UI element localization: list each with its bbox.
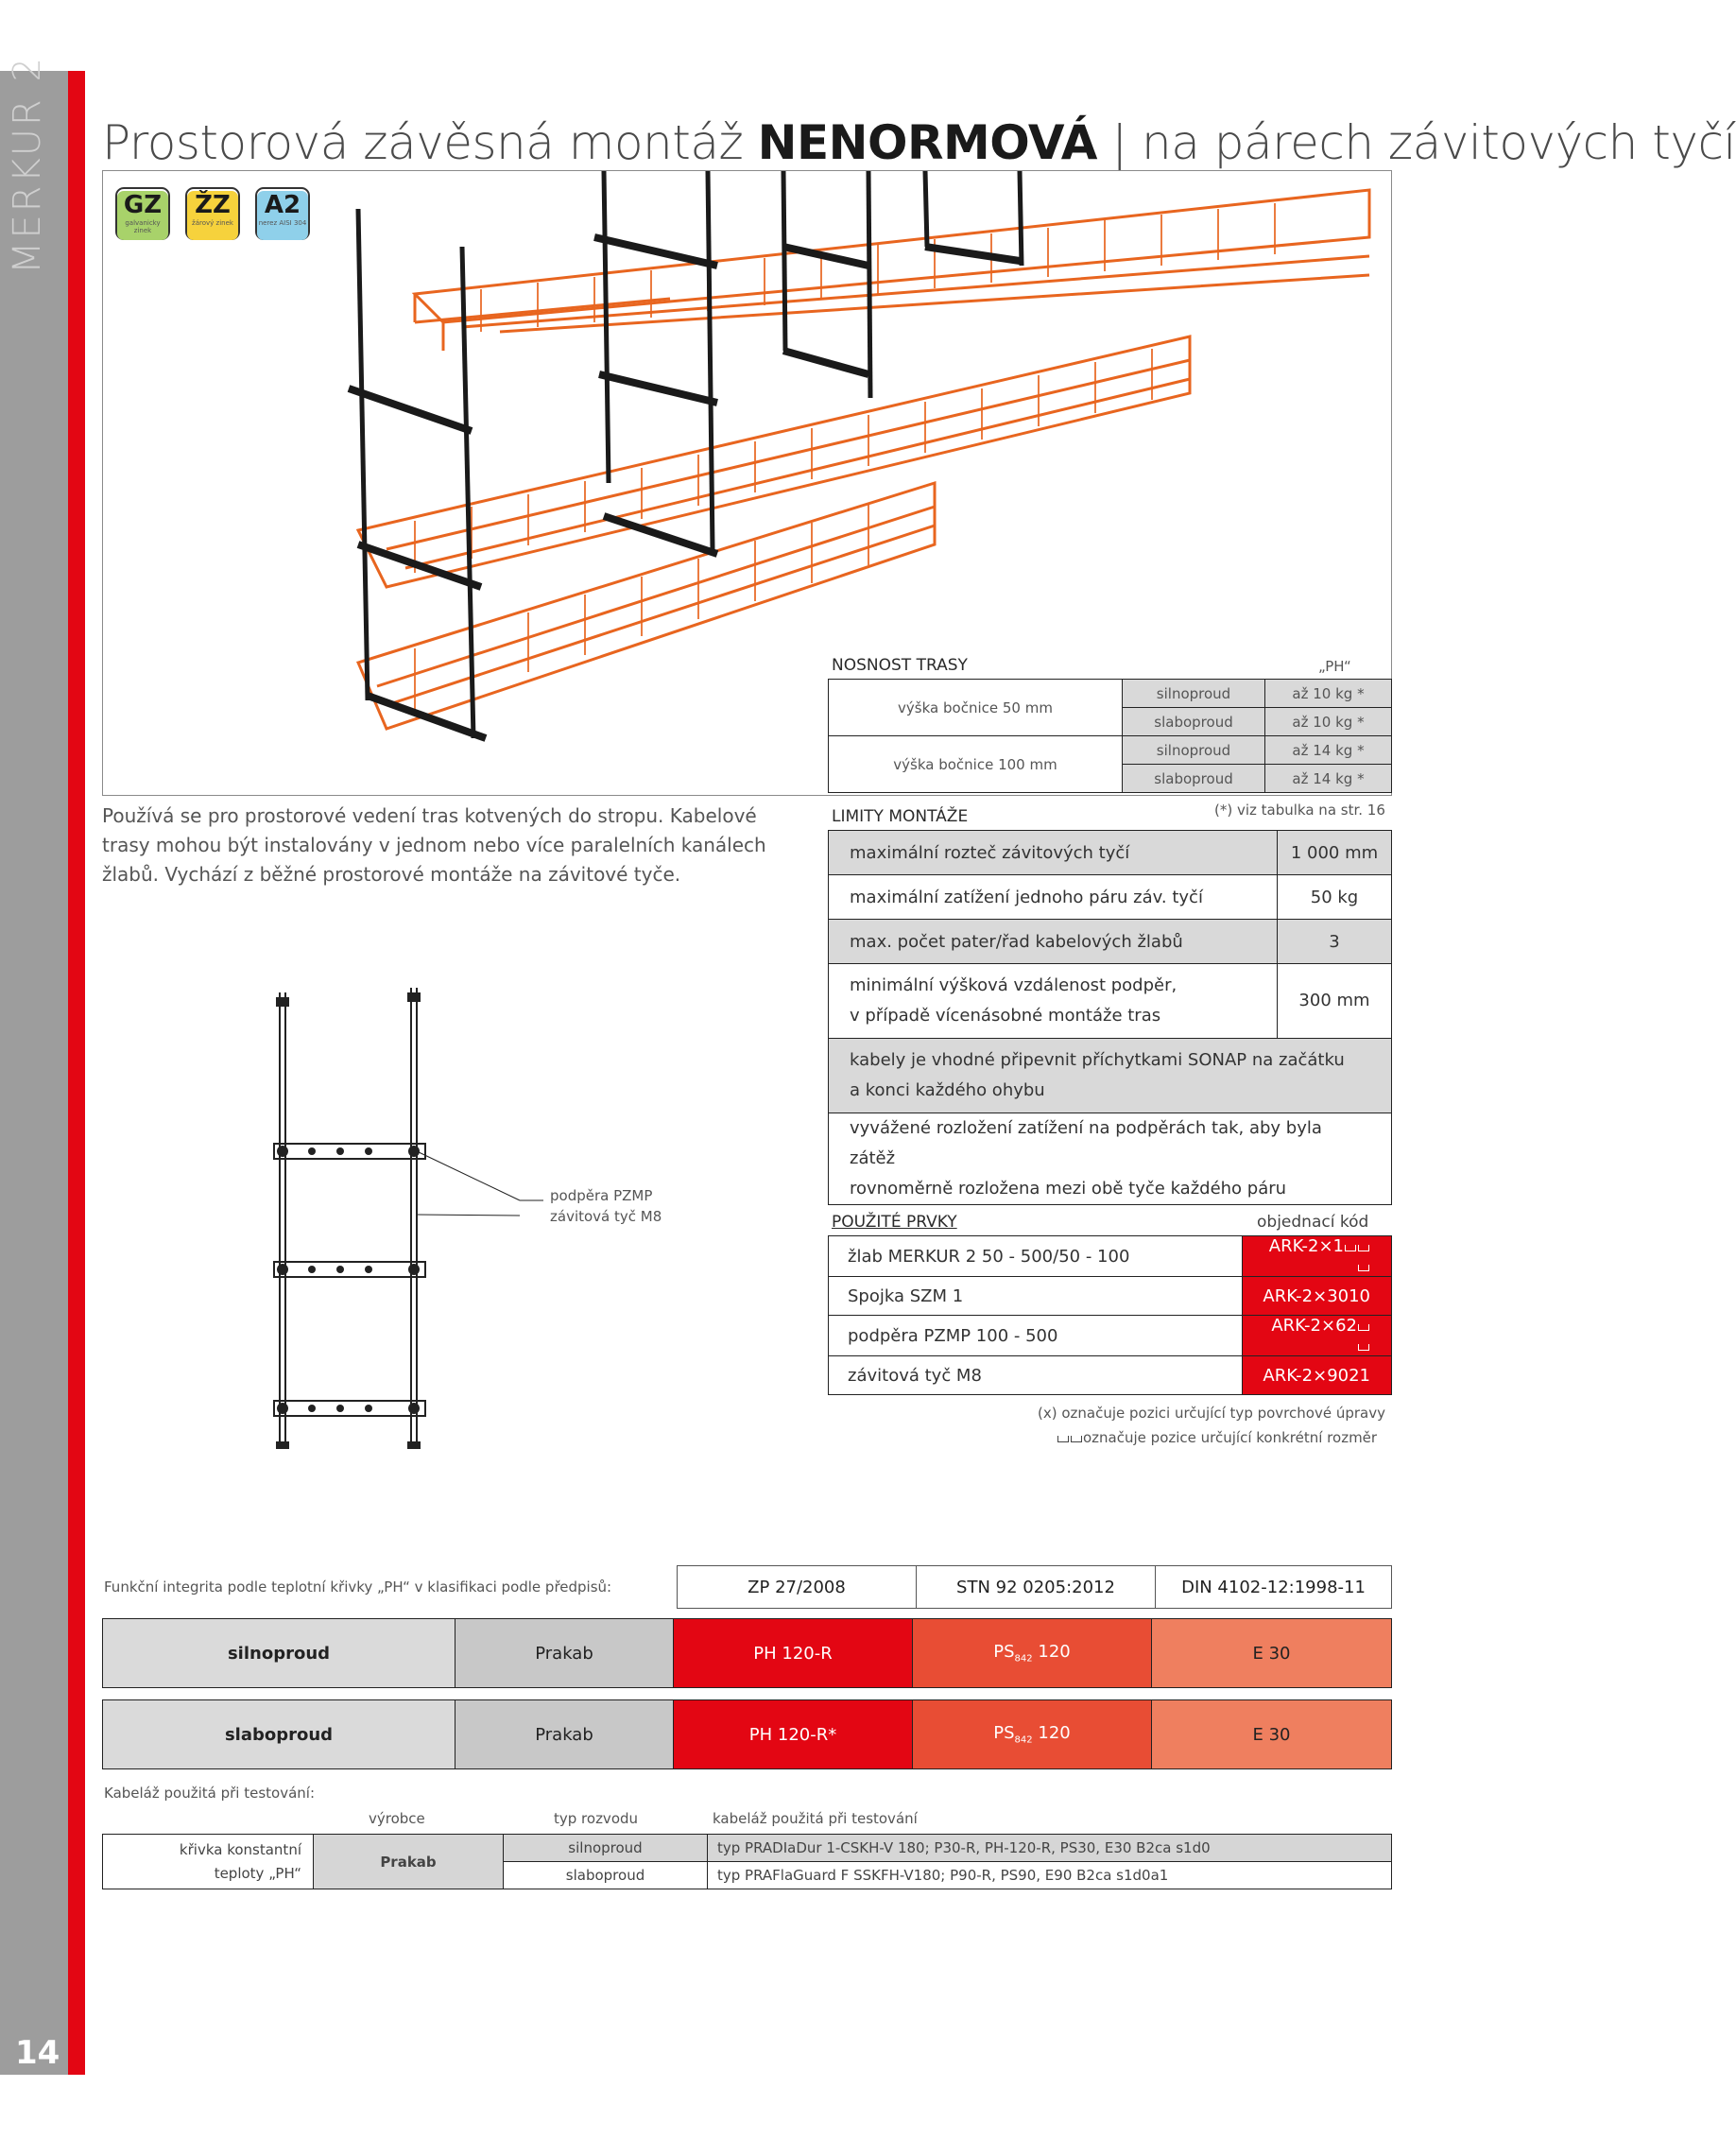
nosnost-value: až 10 kg * — [1265, 708, 1392, 736]
funkcni-zp: PH 120-R — [674, 1619, 913, 1688]
prvky-code-heading: objednací kód — [1257, 1213, 1369, 1232]
limity-label: maximální rozteč závitových tyčí — [829, 831, 1278, 875]
table-row — [829, 875, 1392, 920]
table-row — [829, 1316, 1392, 1356]
prvky-code: ARK-2×1 — [1243, 1236, 1392, 1277]
diagram-label-rod: závitová tyč M8 — [550, 1208, 662, 1225]
kabelaz-cable: typ PRADIaDur 1-CSKH-V 180; P30-R, PH-120-R, PS30, E30 B2ca s1d0 — [708, 1835, 1392, 1862]
nosnost-value: až 14 kg * — [1265, 736, 1392, 765]
funkcni-intro: Funkční integrita podle teplotní křivky „PH“ v klasifikaci podle předpisů: — [104, 1578, 612, 1596]
nosnost-heading: NOSNOST TRASY — [832, 656, 968, 675]
nosnost-footnote: (*) viz tabulka na str. 16 — [1214, 802, 1385, 819]
limity-label: max. počet pater/řad kabelových žlabů — [829, 920, 1278, 964]
kabelaz-heading: Kabeláž použitá při testování: — [104, 1785, 316, 1802]
funkcni-header — [677, 1565, 1392, 1609]
kabelaz-col-kabelaz: kabeláž použitá při testování — [713, 1810, 918, 1827]
badge-a2-code: A2 — [264, 191, 301, 219]
funkcni-head-zp: ZP 27/2008 — [678, 1566, 917, 1609]
badge-zz-bg — [187, 191, 238, 240]
kabelaz-table — [102, 1834, 1392, 1889]
nosnost-height-50: výška bočnice 50 mm — [829, 680, 1123, 736]
limity-table — [828, 830, 1392, 1205]
table-row — [829, 1039, 1392, 1113]
funkcni-cable: Prakab — [455, 1700, 674, 1769]
intro-text: Používá se pro prostorové vedení tras kotvených do stropu. Kabelové trasy mohou být instalovány v jednom nebo více paralelních kanálech žlabů. Vychází z běžné prostorové montáže na závitové tyče. — [102, 804, 766, 886]
badge-gz-sub: galvanicky zinek — [125, 219, 161, 234]
nosnost-height-100: výška bočnice 100 mm — [829, 736, 1123, 793]
prvky-code: ARK-2×9021 — [1243, 1356, 1392, 1395]
funkcni-head-stn: STN 92 0205:2012 — [917, 1566, 1156, 1609]
funkcni-stn: $PS_{842}$ 120 — [913, 1700, 1152, 1769]
funkcni-row-slaboproud — [102, 1699, 1392, 1769]
table-row — [678, 1566, 1392, 1609]
table-row — [829, 1236, 1392, 1277]
prvky-note-surface: (x) označuje pozici určující typ povrchové úpravy — [1038, 1405, 1385, 1422]
limity-label: maximální zatížení jednoho páru záv. tyčí — [829, 875, 1278, 920]
badge-zz-sub: žárový zinek — [192, 219, 233, 227]
prvky-name: Spojka SZM 1 — [829, 1277, 1243, 1316]
funkcni-cable: Prakab — [455, 1619, 674, 1688]
kabelaz-type: slaboproud — [504, 1862, 708, 1889]
table-row — [829, 920, 1392, 964]
limity-value: 1 000 mm — [1278, 831, 1392, 875]
prvky-code: ARK-2×3010 — [1243, 1277, 1392, 1316]
badge-a2-bg — [257, 191, 308, 240]
table-row — [829, 680, 1392, 708]
badge-gz — [115, 187, 170, 240]
prvky-name: závitová tyč M8 — [829, 1356, 1243, 1395]
page-number: 14 — [15, 2034, 60, 2072]
badge-zz — [185, 187, 240, 240]
kabelaz-curve: křivka konstantní teploty „PH“ — [103, 1835, 314, 1889]
badge-gz-code: GZ — [123, 191, 163, 219]
funkcni-row-silnoproud — [102, 1618, 1392, 1688]
prvky-name: žlab MERKUR 2 50 - 500/50 - 100 — [829, 1236, 1243, 1277]
nosnost-type: slaboproud — [1123, 765, 1265, 793]
badge-a2 — [255, 187, 310, 240]
funkcni-label: silnoproud — [103, 1619, 455, 1688]
nosnost-type: silnoproud — [1123, 680, 1265, 708]
table-row — [829, 1277, 1392, 1316]
nosnost-value: až 14 kg * — [1265, 765, 1392, 793]
funkcni-label: slaboproud — [103, 1700, 455, 1769]
funkcni-zp: PH 120-R* — [674, 1700, 913, 1769]
prvky-note-dimension: označuje pozice určující konkrétní rozměr — [1057, 1429, 1377, 1446]
badge-gz-bg — [117, 191, 168, 240]
funkcni-stn: $PS_{842}$ 120 — [913, 1619, 1152, 1688]
series-label: MERKUR 2 — [6, 55, 49, 274]
nosnost-ph: „PH“ — [1318, 658, 1351, 675]
funkcni-din: E 30 — [1152, 1700, 1392, 1769]
kabelaz-manufacturer: Prakab — [314, 1835, 504, 1889]
prvky-name: podpěra PZMP 100 - 500 — [829, 1316, 1243, 1356]
table-row — [829, 964, 1392, 1039]
badge-zz-code: ŽZ — [195, 191, 231, 219]
table-row — [829, 1113, 1392, 1205]
table-row — [103, 1835, 1392, 1862]
limity-value: 300 mm — [1278, 964, 1392, 1039]
table-row — [103, 1700, 1392, 1769]
funkcni-din: E 30 — [1152, 1619, 1392, 1688]
prvky-heading: POUŽITÉ PRVKY — [832, 1213, 957, 1232]
kabelaz-type: silnoproud — [504, 1835, 708, 1862]
sidebar-gray-band — [0, 71, 68, 2075]
table-row — [103, 1619, 1392, 1688]
prvky-code: ARK-2×62 — [1243, 1316, 1392, 1356]
nosnost-type: silnoproud — [1123, 736, 1265, 765]
kabelaz-cable: typ PRAFlaGuard F SSKFH-V180; P90-R, PS90, E90 B2ca s1d0a1 — [708, 1862, 1392, 1889]
kabelaz-col-typ: typ rozvodu — [554, 1810, 639, 1827]
limity-heading: LIMITY MONTÁŽE — [832, 807, 969, 826]
table-row — [829, 736, 1392, 765]
limity-value: 50 kg — [1278, 875, 1392, 920]
nosnost-value: až 10 kg * — [1265, 680, 1392, 708]
nosnost-table — [828, 679, 1392, 793]
funkcni-head-din: DIN 4102-12:1998-11 — [1156, 1566, 1392, 1609]
kabelaz-col-vyrobce: výrobce — [369, 1810, 425, 1827]
limity-value: 3 — [1278, 920, 1392, 964]
badge-a2-sub: nerez AISI 304 — [258, 219, 307, 227]
sidebar-red-band — [68, 71, 85, 2075]
limity-note: vyvážené rozložení zatížení na podpěrách tak, aby byla zátěž rovnoměrně rozložena mezi obě tyče každého páru — [829, 1113, 1392, 1205]
nosnost-type: slaboproud — [1123, 708, 1265, 736]
table-row — [829, 1356, 1392, 1395]
limity-label: minimální výšková vzdálenost podpěr, v případě vícenásobné montáže tras — [829, 964, 1278, 1039]
diagram-label-support: podpěra PZMP — [550, 1187, 653, 1204]
page-title: Prostorová závěsná montáž NENORMOVÁ | na párech závitových tyčí — [102, 115, 1736, 170]
prvky-table — [828, 1235, 1392, 1395]
limity-note: kabely je vhodné připevnit příchytkami SONAP na začátku a konci každého ohybu — [829, 1039, 1392, 1113]
table-row — [829, 831, 1392, 875]
